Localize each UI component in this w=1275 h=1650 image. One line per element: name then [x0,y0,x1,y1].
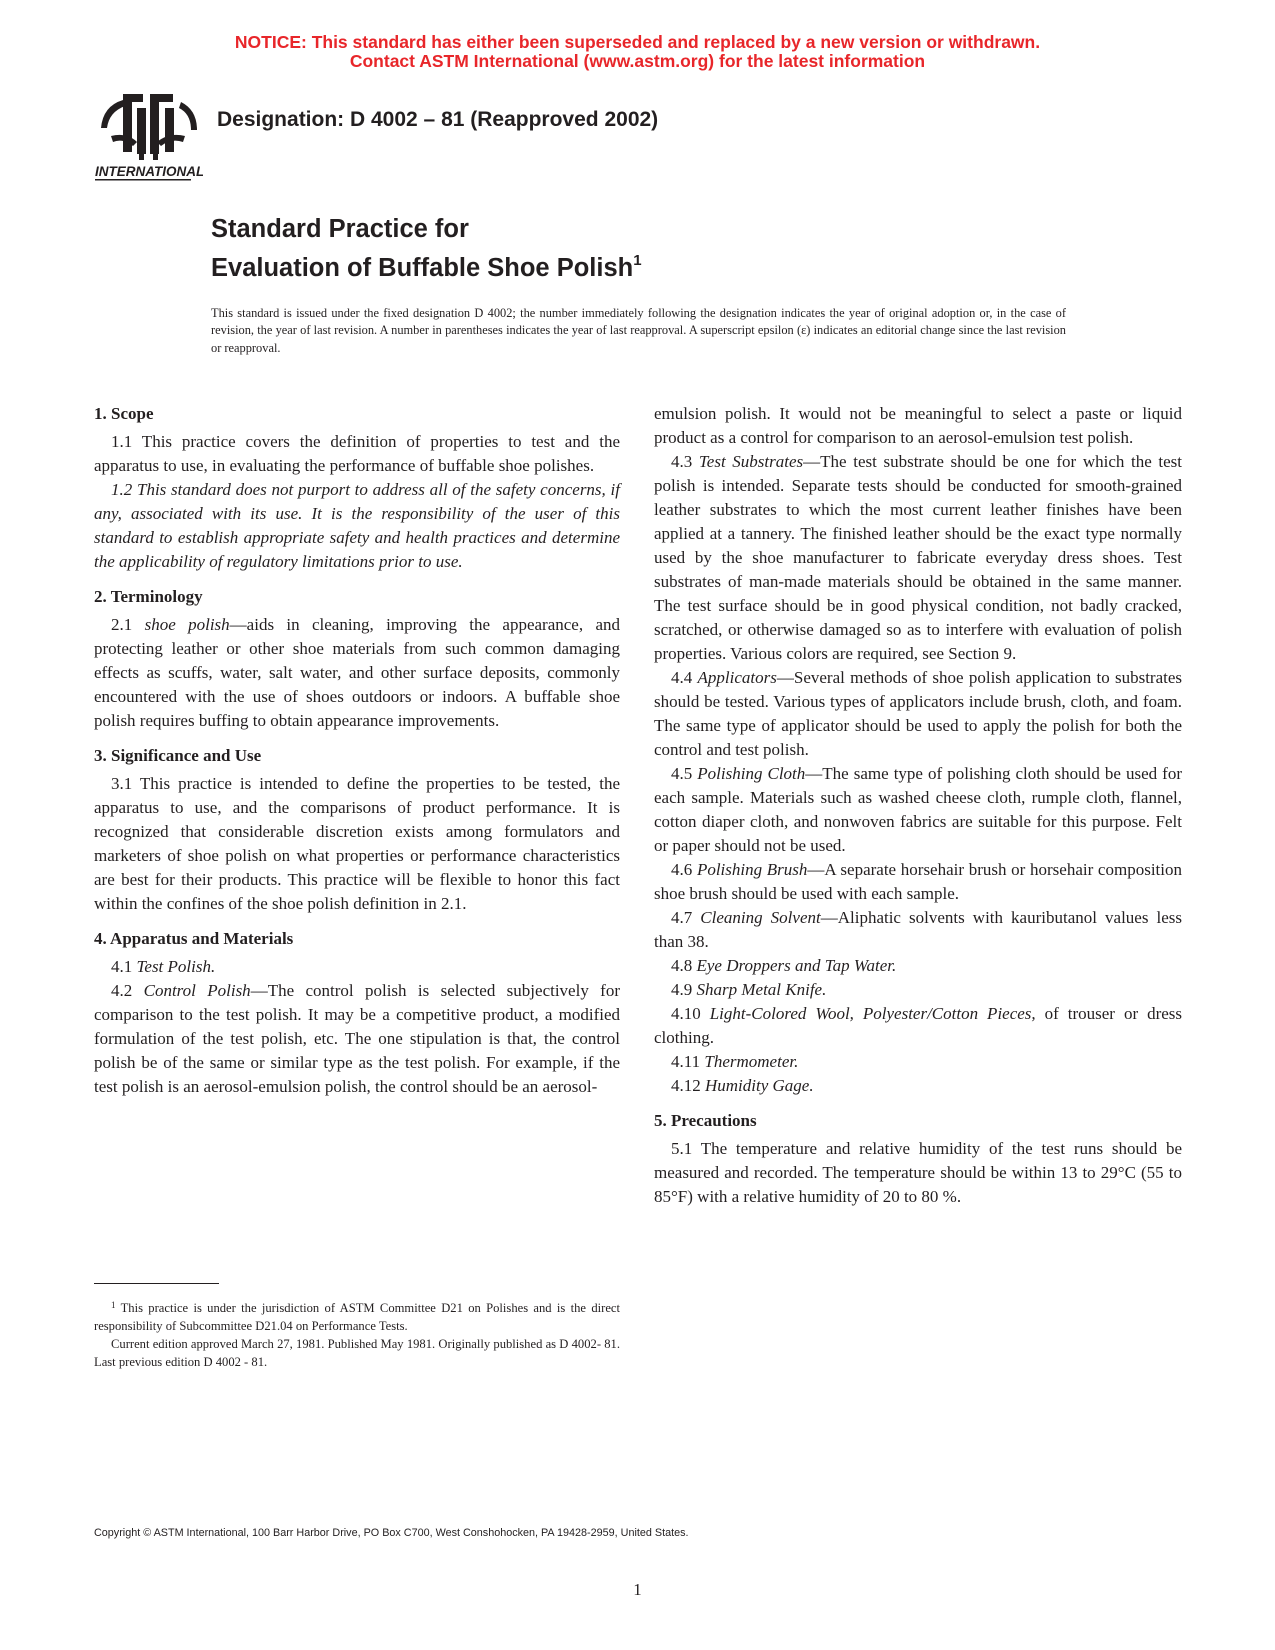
term-test-polish: Test Polish. [136,957,216,976]
para-2-1-num: 2.1 [111,615,145,634]
section-2-heading: 2. Terminology [94,587,203,606]
footnote-divider [94,1283,219,1284]
para-3-1: 3.1 This practice is intended to define the properties to be tested, the apparatus to use, and the comparisons of product performance. It is recognized that considerable discretion exists among formulators and marketers of shoe polish on what properties or performance characteristics are best for their products. This practice will be flexible to honor this fact within the confines of the shoe polish definition in 2.1. [94,774,620,913]
page-number: 1 [633,1580,642,1599]
para-1-2-text: 1.2 This standard does not purport to address all of the safety concerns, if any, associated with its use. It is the responsibility of the user of this standard to establish appropriate safety and health practices and determine the applicability of regulatory limitations prior to use. [94,480,620,571]
designation: Designation: D 4002 – 81 (Reapproved 2002) [217,108,659,131]
astm-logo [93,88,203,188]
title-line-2 [211,245,642,284]
section-3-heading: 3. Significance and Use [94,746,262,765]
para-4-6 [654,858,1182,906]
term-eye-droppers: Eye Droppers and Tap Water. [696,956,897,975]
para-4-12-num: 4.12 [671,1076,705,1095]
footnote-1-text: This practice is under the jurisdiction of ASTM Committee D21 on Polishes and is the direct responsibility of Subcommittee D21.04 on Performance Tests. [94,1301,620,1333]
term-polishing-cloth: Polishing Cloth [697,764,806,783]
para-4-11 [654,1050,1182,1074]
para-4-3-text: —The test substrate should be one for which the test polish is intended. Separate tests should be conducted for smooth-grained leather substrates to which the most current leather finishes have been applied at a tannery. The finished leather should be the exact type normally used by the shoe manufacturer to fabricate everyday dress shoes. Test substrates of man-made materials should be obtained in the same manner. The test surface should be in good physical condition, not badly cracked, scratched, or otherwise damaged so as to interfere with evaluation of polish properties. Various colors are required, see Section 9. [654,452,1183,663]
supersede-notice [0,33,1275,71]
para-4-8-num: 4.8 [671,956,697,975]
para-2-1-text: —aids in cleaning, improving the appearance, and protecting leather or other shoe materials from such common damaging effects as scuffs, water, salt water, and other surface deposits, commonly encountered with the use of shoes outdoors or indoors. A buffable shoe polish requires buffing to obtain appearance improvements. [94,615,620,730]
term-applicators: Applicators [697,668,777,687]
term-thermometer: Thermometer. [704,1052,799,1071]
logo-international-text: INTERNATIONAL [95,164,203,179]
para-1-2 [94,478,620,574]
term-wool-pieces: Light-Colored Wool, Polyester/Cotton Pieces, [709,1004,1036,1023]
issued-note: This standard is issued under the fixed designation D 4002; the number immediately following the designation indicates the year of original adoption or, in the case of revision, the year of last revision. A number in parentheses indicates the year of last reapproval. A superscript epsilon (ε) indicates an editorial change since the last revision or reapproval. [211,306,1066,355]
para-1-1: 1.1 This practice covers the definition of properties to test and the apparatus to use, in evaluating the performance of buffable shoe polishes. [94,432,620,475]
para-4-5-num: 4.5 [671,764,698,783]
para-4-2-num: 4.2 [111,981,144,1000]
para-4-1-num: 4.1 [111,957,137,976]
para-2-1 [94,613,620,733]
para-4-9 [654,978,1182,1002]
para-5-1: 5.1 The temperature and relative humidity of the test runs should be measured and recorded. The temperature should be within 13 to 29°C (55 to 85°F) with a relative humidity of 20 to 80 %. [654,1139,1182,1206]
para-4-5-text: —The same type of polishing cloth should be used for each sample. Materials such as washed cheese cloth, rumple cloth, flannel, cotton diaper cloth, and nonwoven fabrics are suitable for this purpose. Felt or paper should not be used. [654,764,1182,855]
para-4-4-text: —Several methods of shoe polish application to substrates should be tested. Various types of applicators include brush, cloth, and foam. The same type of applicator should be used to apply the polish for both the control and test polish. [654,668,1183,759]
term-metal-knife: Sharp Metal Knife. [696,980,827,999]
para-4-7 [654,906,1182,954]
term-control-polish: Control Polish [143,981,251,1000]
document-title [211,214,642,284]
left-column [94,402,620,1099]
para-4-7-num: 4.7 [671,908,701,927]
title-footnote-ref: 1 [633,252,642,269]
footnote [94,1296,620,1371]
section-1-heading: 1. Scope [94,404,154,423]
para-4-4-num: 4.4 [671,668,698,687]
para-4-4 [654,666,1182,762]
para-4-9-num: 4.9 [671,980,697,999]
notice-line-2: Contact ASTM International (www.astm.org) for the latest information [349,51,926,71]
para-4-11-num: 4.11 [671,1052,705,1071]
para-4-6-num: 4.6 [671,860,697,879]
para-4-7-text: —Aliphatic solvents with kauributanol values less than 38. [654,908,1182,951]
term-test-substrates: Test Substrates [698,452,804,471]
right-column [654,402,1182,1209]
para-4-12 [654,1074,1182,1098]
para-4-10-num: 4.10 [671,1004,710,1023]
para-4-10-text: of trouser or dress clothing. [654,1004,1183,1047]
para-4-2-text: —The control polish is selected subjectively for comparison to the test polish. It may be a competitive product, a modified formulation of the test polish, etc. The one stipulation is that, the control polish be of the same or similar type as the test polish. For example, if the test polish is an aerosol-emulsion polish, the control should be an aerosol- [94,981,621,1096]
astm-logo-icon [93,88,203,188]
copyright: Copyright © ASTM International, 100 Barr Harbor Drive, PO Box C700, West Conshohocken, PA 19428-2959, United States. [94,1527,689,1539]
section-4-heading: 4. Apparatus and Materials [94,929,294,948]
para-4-3-num: 4.3 [671,452,699,471]
para-4-5 [654,762,1182,858]
term-cleaning-solvent: Cleaning Solvent [700,908,821,927]
para-4-3 [654,450,1182,666]
para-4-2-continued: emulsion polish. It would not be meaningful to select a paste or liquid product as a control for comparison to an aerosol-emulsion test polish. [654,404,1182,447]
term-polishing-brush: Polishing Brush [696,860,808,879]
section-5-heading: 5. Precautions [654,1111,757,1130]
notice-line-1: NOTICE: This standard has either been superseded and replaced by a new version or withdrawn. [234,32,1041,52]
footnote-1 [94,1296,620,1335]
term-humidity-gage: Humidity Gage. [705,1076,814,1095]
para-4-2 [94,979,620,1099]
para-4-1 [94,955,620,979]
para-4-6-text: —A separate horsehair brush or horsehair composition shoe brush should be used with each sample. [654,860,1182,903]
para-4-8 [654,954,1182,978]
para-4-10 [654,1002,1182,1050]
footnote-1-marker: 1 [111,1300,116,1310]
title-line-1: Standard Practice for [211,215,469,243]
term-shoe-polish: shoe polish [144,615,230,634]
title-main: Evaluation of Buffable Shoe Polish [211,254,634,282]
footnote-2: Current edition approved March 27, 1981. Published May 1981. Originally published as D 4002- 81. Last previous edition D 4002 - 81. [94,1337,620,1369]
